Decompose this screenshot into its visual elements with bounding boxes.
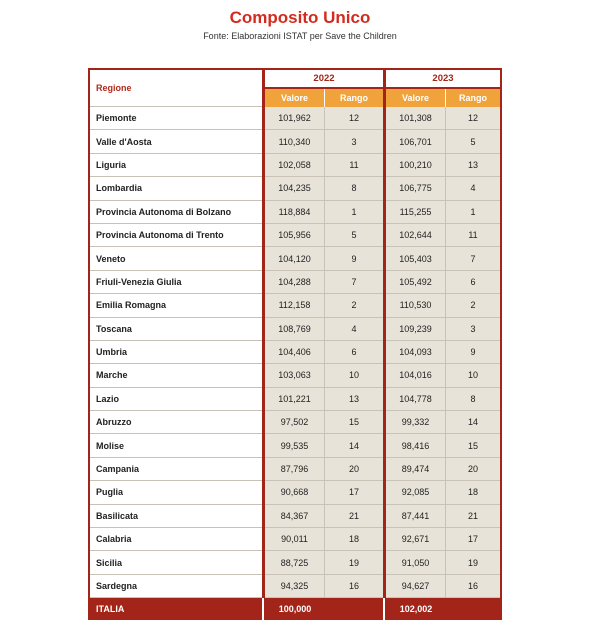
table-row (90, 201, 500, 224)
cell-rank-2022: 21 (325, 505, 383, 528)
cell-value-2023: 91,050 (386, 551, 446, 574)
cell-value-2022: 118,884 (265, 201, 325, 224)
table-row (90, 458, 500, 481)
cell-rank-2022: 4 (325, 318, 383, 341)
column-divider (262, 598, 264, 620)
cell-value-2022: 104,120 (265, 247, 325, 270)
cell-region: Abruzzo (90, 411, 262, 434)
cell-region: Piemonte (90, 107, 262, 130)
cell-rank-2023: 13 (446, 154, 500, 177)
cell-value-2022: 105,956 (265, 224, 325, 247)
cell-region: Emilia Romagna (90, 294, 262, 317)
column-header-rank-2023: Rango (446, 89, 500, 107)
cell-rank-2023: 11 (446, 224, 500, 247)
cell-value-2023: 104,016 (386, 364, 446, 387)
cell-region: Lombardia (90, 177, 262, 200)
column-header-year-2023: 2023 (386, 70, 500, 89)
cell-value-2023: 92,085 (386, 481, 446, 504)
table-row (90, 271, 500, 294)
cell-value-2022: 99,535 (265, 434, 325, 457)
cell-rank-2023: 16 (446, 575, 500, 598)
cell-rank-2023: 9 (446, 341, 500, 364)
data-table (88, 68, 502, 620)
cell-value-2023: 89,474 (386, 458, 446, 481)
cell-value-2023: 105,403 (386, 247, 446, 270)
cell-value-2022: 102,058 (265, 154, 325, 177)
cell-value-2022: 108,769 (265, 318, 325, 341)
cell-rank-2023: 8 (446, 388, 500, 411)
cell-rank-2022: 18 (325, 528, 383, 551)
table-row (90, 247, 500, 270)
table-row (90, 341, 500, 364)
column-header-value-2022: Valore (265, 89, 325, 107)
cell-region: Molise (90, 434, 262, 457)
cell-region: Campania (90, 458, 262, 481)
cell-rank-2023: 14 (446, 411, 500, 434)
table-row (90, 575, 500, 598)
column-header-rank-2022: Rango (325, 89, 383, 107)
cell-region: Puglia (90, 481, 262, 504)
total-value-2022: 100,000 (265, 598, 325, 620)
cell-region: Liguria (90, 154, 262, 177)
table-row (90, 481, 500, 504)
cell-value-2023: 110,530 (386, 294, 446, 317)
table-body (90, 107, 500, 598)
cell-rank-2022: 15 (325, 411, 383, 434)
cell-rank-2023: 7 (446, 247, 500, 270)
cell-rank-2023: 21 (446, 505, 500, 528)
table-row (90, 528, 500, 551)
table-row (90, 107, 500, 130)
cell-rank-2023: 18 (446, 481, 500, 504)
cell-value-2022: 110,340 (265, 130, 325, 153)
table-row-total (90, 598, 500, 620)
cell-rank-2023: 1 (446, 201, 500, 224)
total-rank-2022 (325, 598, 383, 620)
cell-value-2023: 109,239 (386, 318, 446, 341)
cell-rank-2022: 3 (325, 130, 383, 153)
cell-region: Sicilia (90, 551, 262, 574)
table-row (90, 154, 500, 177)
cell-value-2022: 104,235 (265, 177, 325, 200)
table-row (90, 388, 500, 411)
cell-rank-2023: 20 (446, 458, 500, 481)
cell-value-2023: 98,416 (386, 434, 446, 457)
cell-rank-2022: 17 (325, 481, 383, 504)
cell-value-2023: 92,671 (386, 528, 446, 551)
cell-value-2022: 84,367 (265, 505, 325, 528)
cell-rank-2023: 19 (446, 551, 500, 574)
cell-value-2022: 101,221 (265, 388, 325, 411)
cell-rank-2023: 2 (446, 294, 500, 317)
cell-rank-2022: 2 (325, 294, 383, 317)
cell-region: Marche (90, 364, 262, 387)
cell-value-2023: 94,627 (386, 575, 446, 598)
cell-rank-2023: 4 (446, 177, 500, 200)
cell-rank-2022: 12 (325, 107, 383, 130)
cell-value-2022: 112,158 (265, 294, 325, 317)
column-header-value-2023: Valore (386, 89, 446, 107)
cell-rank-2023: 10 (446, 364, 500, 387)
cell-value-2022: 90,011 (265, 528, 325, 551)
cell-rank-2022: 8 (325, 177, 383, 200)
column-header-year-2022: 2022 (265, 70, 383, 89)
column-divider (383, 598, 385, 620)
total-value-2023: 102,002 (386, 598, 446, 620)
table-row (90, 434, 500, 457)
cell-region: Provincia Autonoma di Bolzano (90, 201, 262, 224)
cell-value-2023: 106,775 (386, 177, 446, 200)
cell-value-2022: 87,796 (265, 458, 325, 481)
cell-rank-2022: 5 (325, 224, 383, 247)
cell-value-2023: 99,332 (386, 411, 446, 434)
cell-value-2022: 103,063 (265, 364, 325, 387)
cell-value-2023: 105,492 (386, 271, 446, 294)
total-label: ITALIA (90, 598, 262, 620)
cell-region: Friuli-Venezia Giulia (90, 271, 262, 294)
cell-value-2023: 100,210 (386, 154, 446, 177)
cell-rank-2022: 7 (325, 271, 383, 294)
cell-value-2023: 87,441 (386, 505, 446, 528)
cell-rank-2023: 5 (446, 130, 500, 153)
cell-value-2023: 115,255 (386, 201, 446, 224)
cell-region: Lazio (90, 388, 262, 411)
cell-rank-2022: 19 (325, 551, 383, 574)
cell-region: Sardegna (90, 575, 262, 598)
total-rank-2023 (446, 598, 500, 620)
cell-rank-2023: 12 (446, 107, 500, 130)
cell-region: Veneto (90, 247, 262, 270)
cell-value-2022: 101,962 (265, 107, 325, 130)
column-header-region: Regione (90, 70, 262, 107)
table-header-years (90, 70, 500, 93)
cell-region: Valle d'Aosta (90, 130, 262, 153)
cell-region: Basilicata (90, 505, 262, 528)
cell-value-2023: 102,644 (386, 224, 446, 247)
cell-rank-2023: 15 (446, 434, 500, 457)
table-row (90, 364, 500, 387)
cell-rank-2022: 14 (325, 434, 383, 457)
table-row (90, 130, 500, 153)
cell-region: Calabria (90, 528, 262, 551)
table-row (90, 294, 500, 317)
cell-value-2023: 104,778 (386, 388, 446, 411)
cell-value-2023: 106,701 (386, 130, 446, 153)
table-row (90, 318, 500, 341)
table-row (90, 224, 500, 247)
table-row (90, 505, 500, 528)
cell-rank-2022: 20 (325, 458, 383, 481)
cell-value-2022: 104,406 (265, 341, 325, 364)
cell-value-2022: 97,502 (265, 411, 325, 434)
cell-region: Toscana (90, 318, 262, 341)
cell-value-2022: 104,288 (265, 271, 325, 294)
cell-rank-2022: 6 (325, 341, 383, 364)
cell-value-2022: 88,725 (265, 551, 325, 574)
table-row (90, 177, 500, 200)
cell-value-2023: 104,093 (386, 341, 446, 364)
cell-rank-2022: 9 (325, 247, 383, 270)
table-row (90, 411, 500, 434)
cell-rank-2022: 16 (325, 575, 383, 598)
cell-rank-2022: 10 (325, 364, 383, 387)
cell-rank-2022: 1 (325, 201, 383, 224)
table-row (90, 551, 500, 574)
cell-region: Umbria (90, 341, 262, 364)
cell-rank-2023: 17 (446, 528, 500, 551)
page-subtitle: Fonte: Elaborazioni ISTAT per Save the Children (203, 31, 397, 41)
cell-rank-2022: 11 (325, 154, 383, 177)
cell-region: Provincia Autonoma di Trento (90, 224, 262, 247)
cell-rank-2023: 3 (446, 318, 500, 341)
cell-value-2022: 90,668 (265, 481, 325, 504)
page-title: Composito Unico (229, 8, 371, 27)
cell-value-2022: 94,325 (265, 575, 325, 598)
cell-rank-2022: 13 (325, 388, 383, 411)
cell-value-2023: 101,308 (386, 107, 446, 130)
cell-rank-2023: 6 (446, 271, 500, 294)
